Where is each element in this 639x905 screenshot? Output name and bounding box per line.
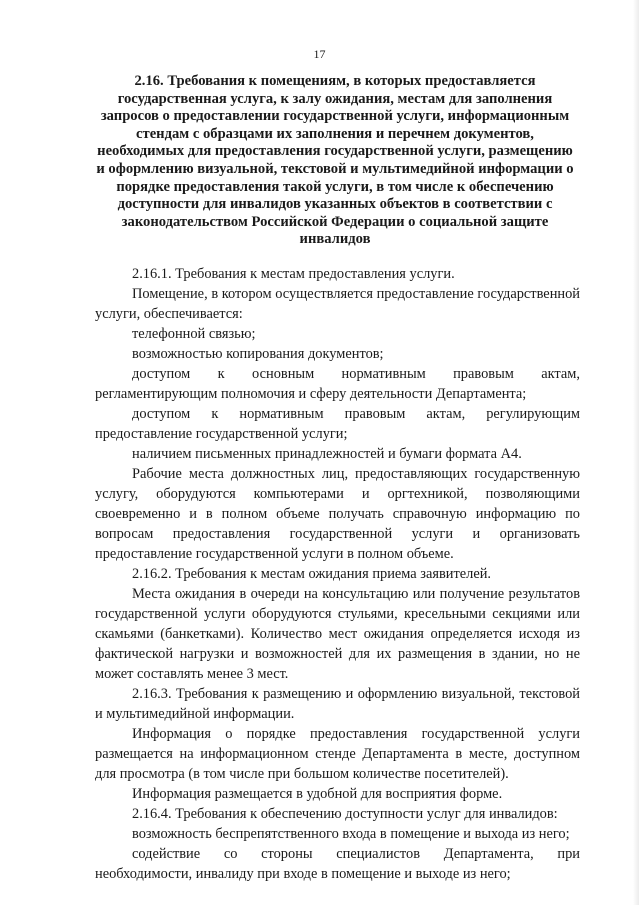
list-item-regulatory-acts: доступом к нормативным правовым актам, регулирующим предоставление государственной услуги; [95,406,580,442]
scan-edge-shadow [633,0,639,905]
document-body [95,264,580,884]
paragraph-2-16-4: 2.16.4. Требования к обеспечению доступности услуг для инвалидов: [132,806,558,822]
list-item-assistance: содействие со стороны специалистов Департамента, при необходимости, инвалиду при входе в помещение и выходе из него; [95,846,580,882]
list-item-access: возможность беспрепятственного входа в помещение и выхода из него; [132,826,570,842]
list-item-copying: возможностью копирования документов; [132,346,384,362]
paragraph-info-stand: Информация о порядке предоставления государственной услуги размещается на информационном стенде Департамента в месте, доступном для просмотра (в том числе при большом количестве посетителей). [95,726,580,782]
page-number: 17 [313,47,326,61]
paragraph-waiting-places: Места ожидания в очереди на консультацию или получение результатов государственной услуги оборудуются стульями, кресельными секциями или скамьями (банкетками). Количество мест ожидания определяется исходя из фактической нагрузки и возможностей для их размещения в здании, но не может составлять менее 3 мест. [95,586,580,682]
paragraph-premises: Помещение, в котором осуществляется предоставление государственной услуги, обеспечивается: [95,286,580,322]
paragraph-2-16-2: 2.16.2. Требования к местам ожидания приема заявителей. [132,566,492,582]
paragraph-workplaces: Рабочие места должностных лиц, предоставляющих государственную услугу, оборудуются компьютерами и оргтехникой, позволяющими своевременно и в полном объеме получать справочную информацию по вопросам предоставления государственной услуги и организовать предоставление государственной услуги в полном объеме. [95,466,580,562]
list-item-phone: телефонной связью; [132,326,256,342]
section-heading: 2.16. Требования к помещениям, в которых предоставляется государственная услуга, к залу ожидания, местам для заполнения запросов о предоставлении государственной услуги, информационным стендам с образцами их заполнения и перечнем документов, необходимых для предоставления государственной услуги, размещению и оформлению визуальной, текстовой и мультимедийной информации о порядке предоставления такой услуги, в том числе к обеспечению доступности для инвалидов указанных объектов в соответствии с законодательством Российской Федерации о социальной защите инвалидов [96,73,574,248]
paragraph-2-16-3: 2.16.3. Требования к размещению и оформлению визуальной, текстовой и мультимедийной информации. [95,686,580,722]
list-item-stationery: наличием письменных принадлежностей и бумаги формата А4. [132,446,522,462]
paragraph-2-16-1: 2.16.1. Требования к местам предоставления услуги. [132,266,455,282]
paragraph-info-format: Информация размещается в удобной для восприятия форме. [132,786,503,802]
list-item-legal-acts: доступом к основным нормативным правовым актам, регламентирующим полномочия и сферу деятельности Департамента; [95,366,580,402]
